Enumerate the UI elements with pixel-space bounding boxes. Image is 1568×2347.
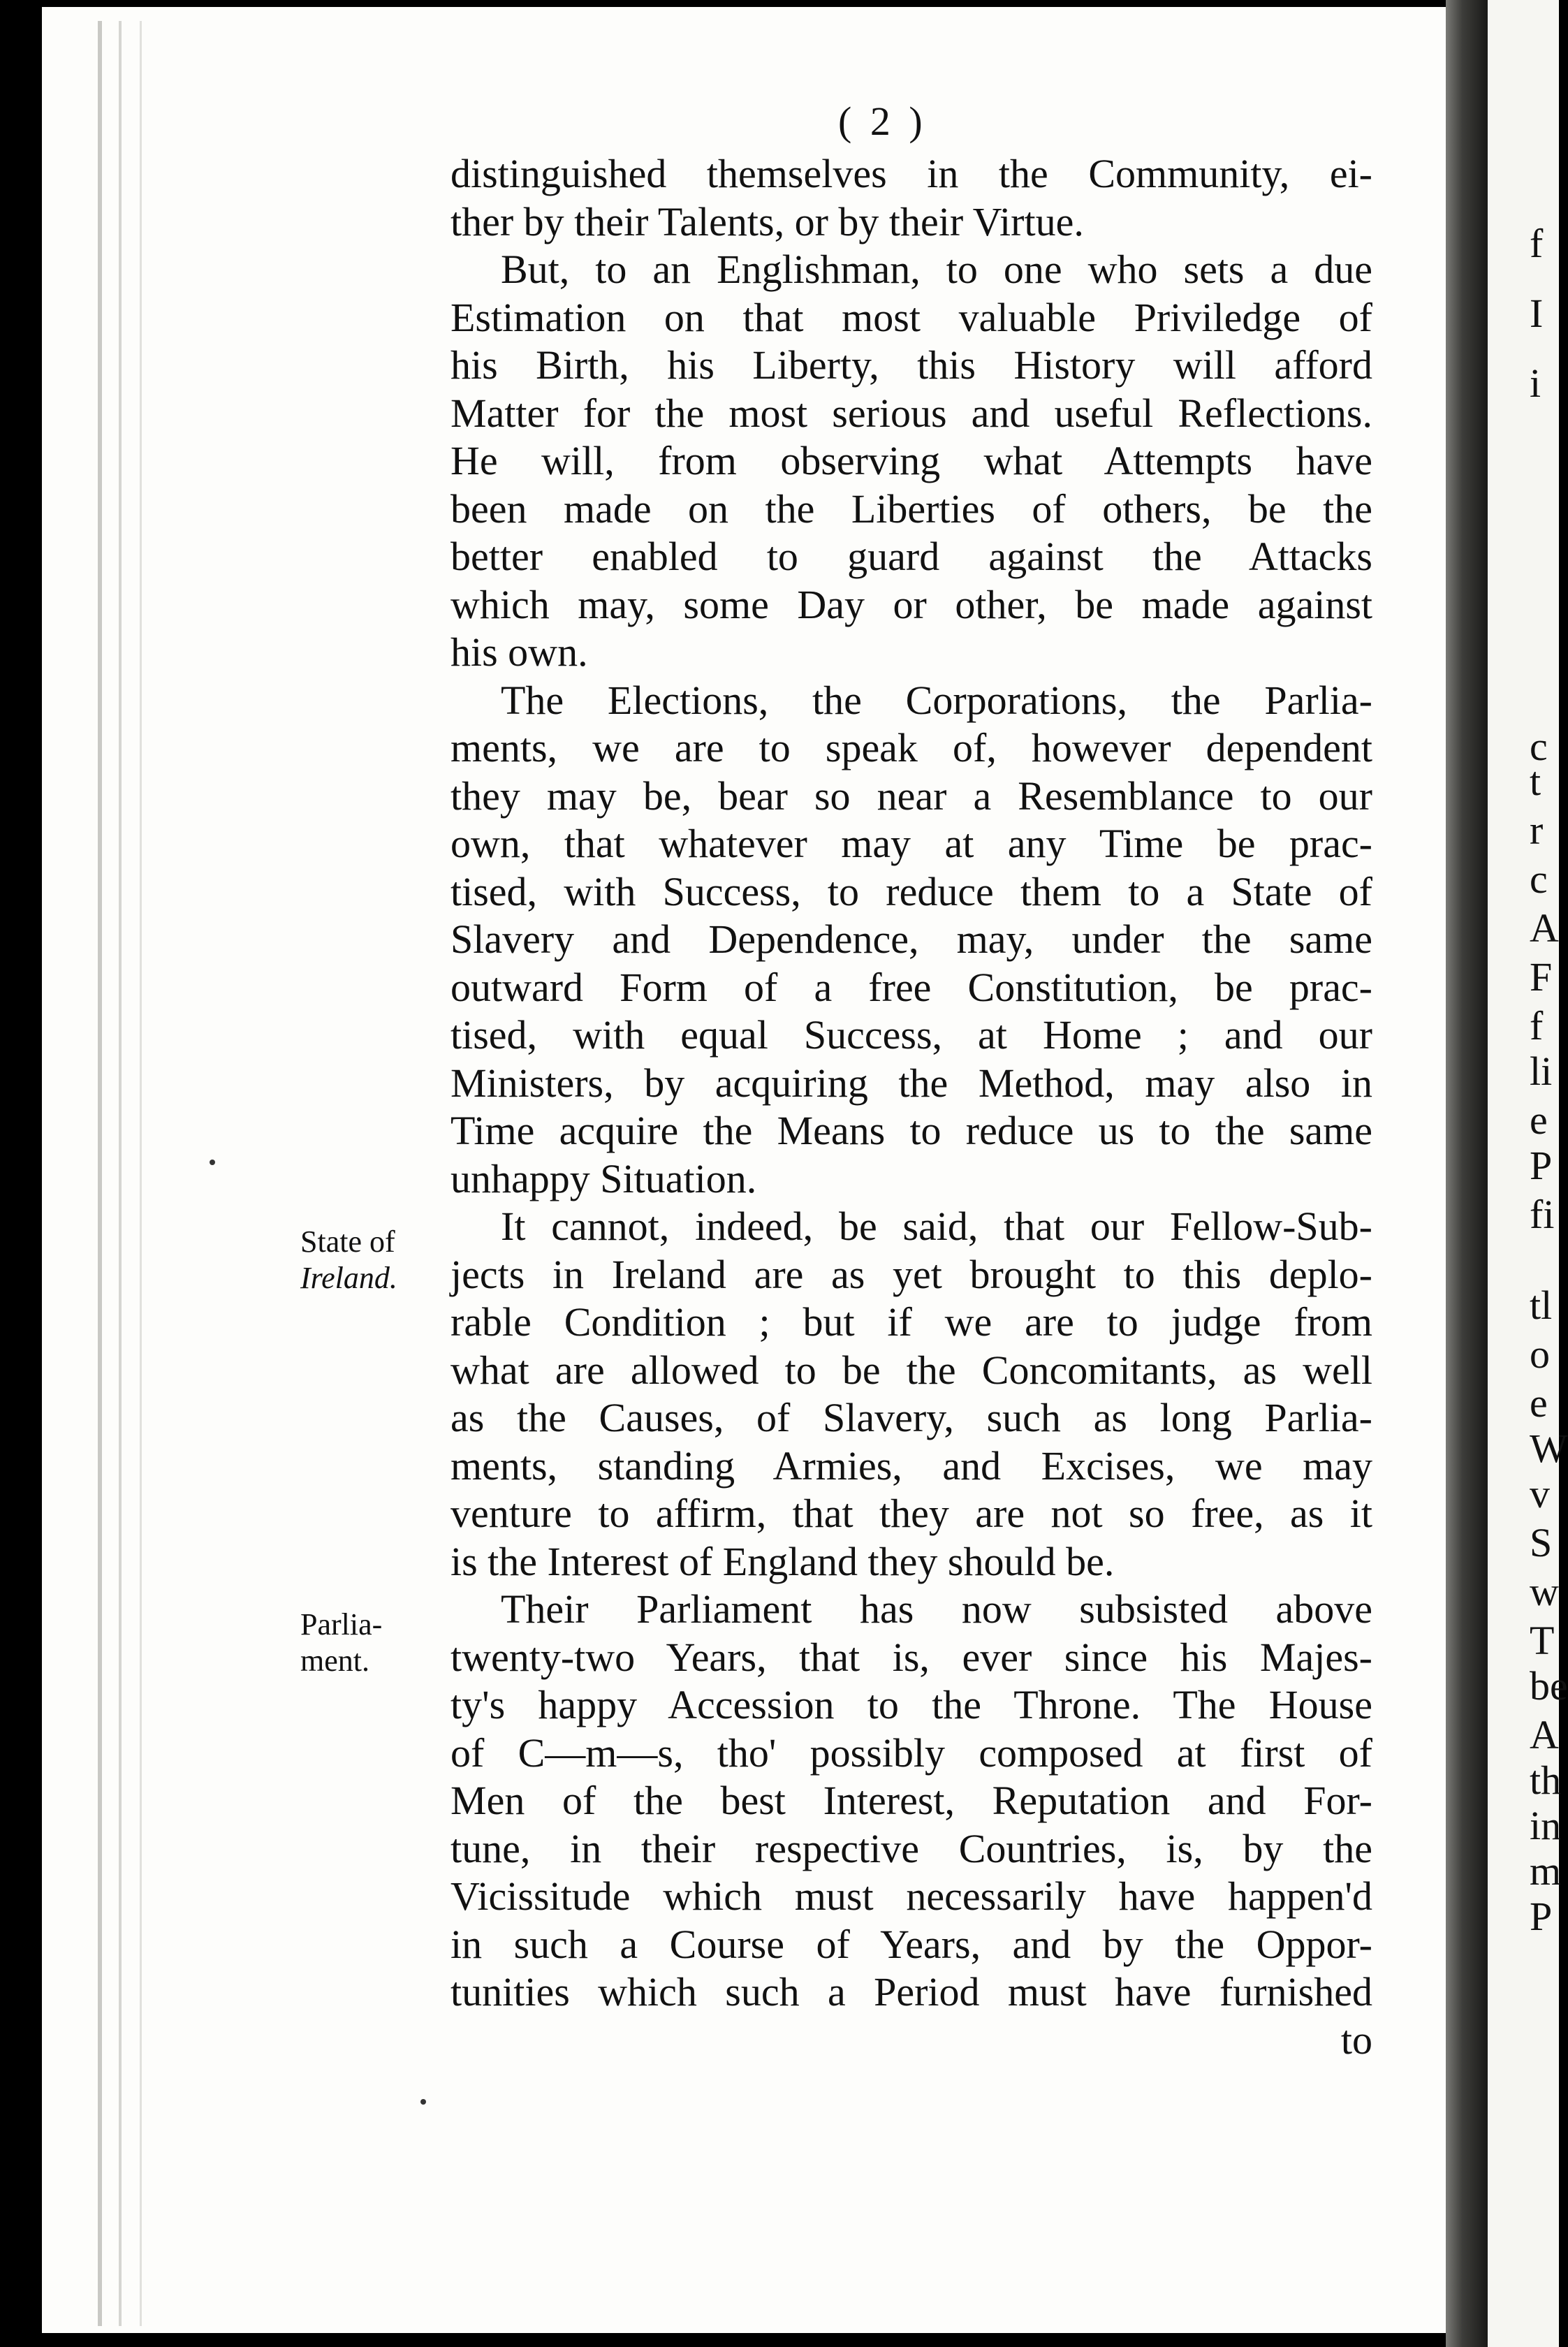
text-line: twenty-two Years, that is, ever since his Majes- bbox=[450, 1634, 1372, 1680]
text-line: outward Form of a free Constitution, be prac- bbox=[450, 964, 1372, 1010]
text-line: ments, we are to speak of, however dependent bbox=[450, 725, 1372, 770]
speck bbox=[210, 1160, 215, 1165]
text-line: unhappy Situation. bbox=[450, 1155, 757, 1201]
binding-edge bbox=[140, 21, 142, 2326]
text-line: tised, with Success, to reduce them to a State of bbox=[450, 868, 1372, 914]
text-line: own, that whatever may at any Time be prac- bbox=[450, 821, 1372, 866]
facing-page-glyph: f bbox=[1530, 1003, 1544, 1048]
facing-page-glyph: in bbox=[1530, 1803, 1562, 1848]
facing-page-glyph: o bbox=[1530, 1331, 1550, 1377]
facing-page-glyph: F bbox=[1530, 954, 1553, 1000]
text-line: which may, some Day or other, be made against bbox=[450, 581, 1372, 627]
facing-page-glyph: A bbox=[1530, 1712, 1559, 1757]
text-line: Vicissitude which must necessarily have happen'd bbox=[450, 1873, 1372, 1919]
facing-page-glyph: e bbox=[1530, 1097, 1548, 1143]
facing-page-glyph: i bbox=[1530, 360, 1541, 406]
facing-page-glyph: r bbox=[1530, 807, 1544, 853]
facing-page-glyph: A bbox=[1530, 905, 1559, 951]
text-line: his own. bbox=[450, 629, 588, 675]
facing-page-glyph: P bbox=[1530, 1143, 1553, 1188]
text-line: as the Causes, of Slavery, such as long Parlia- bbox=[450, 1395, 1372, 1440]
text-line: rable Condition ; but if we are to judge from bbox=[450, 1299, 1372, 1345]
text-line: is the Interest of England they should be. bbox=[450, 1538, 1115, 1584]
text-line: better enabled to guard against the Attacks bbox=[450, 534, 1372, 579]
text-line: jects in Ireland are as yet brought to this deplo- bbox=[450, 1251, 1372, 1297]
text-line: ty's happy Accession to the Throne. The House bbox=[450, 1682, 1372, 1727]
facing-page-glyph: e bbox=[1530, 1380, 1548, 1426]
margin-note-line: Ireland. bbox=[300, 1261, 397, 1295]
text-line: venture to affirm, that they are not so free, as it bbox=[450, 1491, 1372, 1536]
margin-note-line: Parlia- bbox=[300, 1607, 383, 1642]
text-line: what are allowed to be the Concomitants, as well bbox=[450, 1347, 1372, 1393]
facing-page-glyph: v bbox=[1530, 1471, 1550, 1516]
margin-note-ireland bbox=[300, 1224, 397, 1296]
facing-page-glyph: I bbox=[1530, 291, 1544, 336]
facing-page-glyph: S bbox=[1530, 1520, 1553, 1565]
facing-page-glyph: li bbox=[1530, 1048, 1553, 1094]
text-line: Matter for the most serious and useful Reflections. bbox=[450, 390, 1372, 436]
text-line: tised, with equal Success, at Home ; and our bbox=[450, 1012, 1372, 1058]
facing-page-glyph: W bbox=[1530, 1426, 1568, 1471]
facing-page-glyph: be bbox=[1530, 1663, 1568, 1709]
facing-page-glyph: tl bbox=[1530, 1282, 1553, 1328]
binding-edge bbox=[98, 21, 102, 2326]
text-line: his Birth, his Liberty, this History will afford bbox=[450, 342, 1372, 388]
binding-edge bbox=[119, 21, 122, 2326]
body-text bbox=[450, 150, 1372, 2064]
text-line: Their Parliament has now subsisted above bbox=[501, 1586, 1372, 1632]
text-line: Time acquire the Means to reduce us to the same bbox=[450, 1108, 1372, 1153]
facing-page-glyph: th bbox=[1530, 1757, 1562, 1803]
text-line: tune, in their respective Countries, is, by the bbox=[450, 1825, 1372, 1871]
text-line: of C—m—s, tho' possibly composed at first of bbox=[450, 1730, 1372, 1776]
text-line: Slavery and Dependence, may, under the same bbox=[450, 916, 1372, 962]
facing-page-edge bbox=[1488, 0, 1568, 2347]
page-number: ( 2 ) bbox=[838, 98, 927, 144]
text-line: tunities which such a Period must have furnished bbox=[450, 1969, 1372, 2015]
text-line: to bbox=[1340, 2017, 1372, 2063]
facing-page-glyph: T bbox=[1530, 1618, 1555, 1663]
margin-note-parliament bbox=[300, 1607, 382, 1679]
facing-page-glyph: m bbox=[1530, 1848, 1562, 1894]
margin-note-line: ment. bbox=[300, 1644, 369, 1678]
facing-page-glyph: c bbox=[1530, 856, 1548, 902]
facing-page-glyph: c bbox=[1530, 724, 1548, 769]
text-line: they may be, bear so near a Resemblance to our bbox=[450, 773, 1372, 819]
text-line: Estimation on that most valuable Priviledge of bbox=[450, 294, 1372, 340]
text-line: Men of the best Interest, Reputation and For- bbox=[450, 1778, 1372, 1823]
text-line: distinguished themselves in the Community, ei- bbox=[450, 151, 1372, 196]
facing-page-glyph: f bbox=[1530, 221, 1544, 266]
text-line: It cannot, indeed, be said, that our Fellow-Sub- bbox=[501, 1204, 1372, 1249]
text-line: in such a Course of Years, and by the Oppor- bbox=[450, 1921, 1372, 1967]
margin-note-line: State of bbox=[300, 1224, 395, 1259]
text-line: But, to an Englishman, to one who sets a due bbox=[501, 247, 1372, 292]
text-line: ments, standing Armies, and Excises, we may bbox=[450, 1442, 1372, 1489]
book-gutter bbox=[1446, 0, 1488, 2347]
text-line: been made on the Liberties of others, be the bbox=[450, 485, 1372, 532]
facing-page-glyph: t bbox=[1530, 759, 1541, 804]
text-line: He will, from observing what Attempts have bbox=[450, 438, 1372, 483]
facing-page-glyph: w bbox=[1530, 1569, 1559, 1614]
facing-page-glyph: P bbox=[1530, 1894, 1553, 1939]
text-line: Ministers, by acquiring the Method, may also in bbox=[450, 1060, 1372, 1106]
speck bbox=[420, 2099, 426, 2105]
text-line: The Elections, the Corporations, the Parlia- bbox=[501, 677, 1372, 723]
facing-page-glyph: fi bbox=[1530, 1192, 1555, 1237]
text-line: ther by their Talents, or by their Virtue. bbox=[450, 198, 1084, 244]
